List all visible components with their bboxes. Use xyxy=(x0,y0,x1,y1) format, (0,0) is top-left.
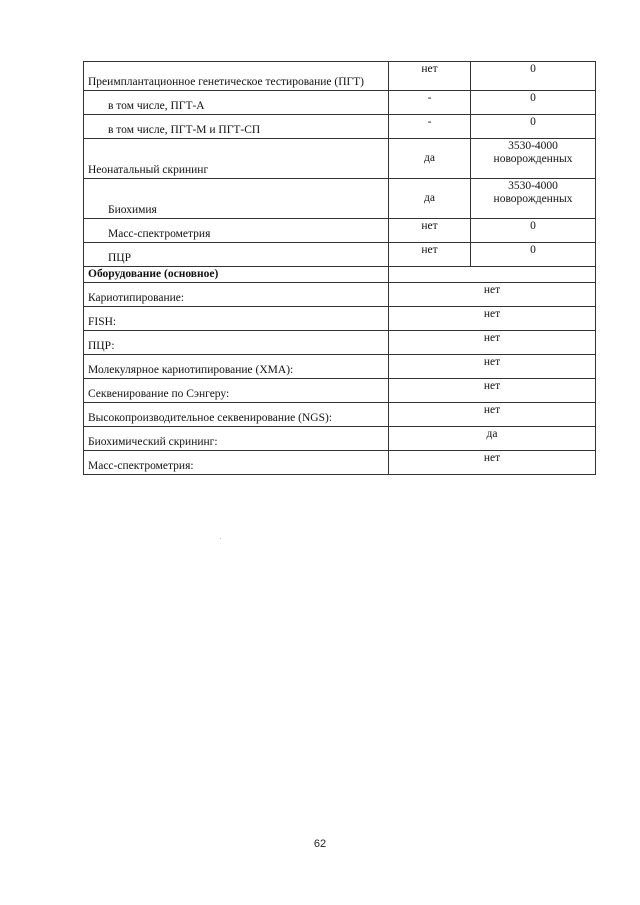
row-availability: нет xyxy=(389,243,471,267)
equipment-label: Высокопроизводительное секвенирование (NGS): xyxy=(84,403,389,427)
row-label: Преимплантационное генетическое тестирование (ПГТ) xyxy=(84,62,389,91)
row-label: Масс-спектрометрия xyxy=(84,219,389,243)
equipment-value: нет xyxy=(389,331,596,355)
row-label: Биохимия xyxy=(84,179,389,219)
table-row xyxy=(84,379,596,403)
table-row xyxy=(84,267,596,283)
row-volume: 0 xyxy=(471,219,596,243)
equipment-value: нет xyxy=(389,451,596,475)
equipment-label: Секвенирование по Сэнгеру: xyxy=(84,379,389,403)
table-row xyxy=(84,451,596,475)
row-volume: 0 xyxy=(471,115,596,139)
equipment-value: нет xyxy=(389,355,596,379)
equipment-label: Биохимический скрининг: xyxy=(84,427,389,451)
equipment-value: нет xyxy=(389,379,596,403)
equipment-label: FISH: xyxy=(84,307,389,331)
row-label: в том числе, ПГТ-А xyxy=(84,91,389,115)
equipment-label: Молекулярное кариотипирование (ХМА): xyxy=(84,355,389,379)
row-availability: да xyxy=(389,179,471,219)
table-row xyxy=(84,115,596,139)
row-volume: 0 xyxy=(471,243,596,267)
row-volume: 0 xyxy=(471,62,596,91)
table-row xyxy=(84,243,596,267)
genetics-table xyxy=(83,61,596,475)
header-empty-cell xyxy=(389,267,596,283)
table-row xyxy=(84,355,596,379)
equipment-label: ПЦР: xyxy=(84,331,389,355)
table-row xyxy=(84,139,596,179)
table-row xyxy=(84,62,596,91)
equipment-value: нет xyxy=(389,283,596,307)
table-row xyxy=(84,179,596,219)
scan-speck xyxy=(220,538,221,539)
table-row xyxy=(84,331,596,355)
row-availability: - xyxy=(389,91,471,115)
row-availability: нет xyxy=(389,62,471,91)
row-availability: нет xyxy=(389,219,471,243)
section-header: Оборудование (основное) xyxy=(84,267,389,283)
row-availability: да xyxy=(389,139,471,179)
table-row xyxy=(84,307,596,331)
row-label: Неонатальный скрининг xyxy=(84,139,389,179)
row-volume: 3530-4000 новорожденных xyxy=(471,179,596,219)
row-label: в том числе, ПГТ-М и ПГТ-СП xyxy=(84,115,389,139)
table-row xyxy=(84,91,596,115)
row-volume: 3530-4000 новорожденных xyxy=(471,139,596,179)
table-row xyxy=(84,283,596,307)
equipment-label: Масс-спектрометрия: xyxy=(84,451,389,475)
equipment-label: Кариотипирование: xyxy=(84,283,389,307)
row-volume: 0 xyxy=(471,91,596,115)
table-row xyxy=(84,219,596,243)
equipment-value: да xyxy=(389,427,596,451)
equipment-value: нет xyxy=(389,403,596,427)
equipment-value: нет xyxy=(389,307,596,331)
row-label: ПЦР xyxy=(84,243,389,267)
row-availability: - xyxy=(389,115,471,139)
table-row xyxy=(84,403,596,427)
table-row xyxy=(84,427,596,451)
page-number: 62 xyxy=(313,838,327,850)
